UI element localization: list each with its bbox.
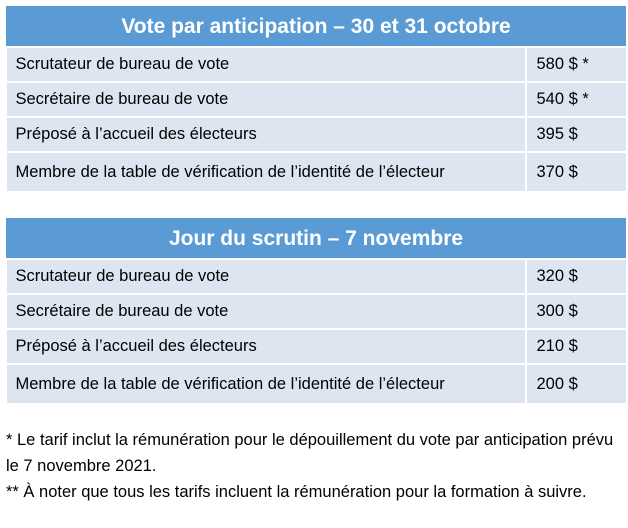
- advance-vote-title: Vote par anticipation – 30 et 31 octobre: [7, 7, 626, 48]
- table-header-row: [7, 219, 626, 260]
- table-row: [7, 47, 626, 82]
- amount-cell: 210 $: [526, 329, 626, 364]
- table-row: [7, 82, 626, 117]
- footnote-advance-counting: * Le tarif inclut la rémunération pour le dépouillement du vote par anticipation prévu le 7 novembre 2021.: [6, 431, 614, 475]
- amount-cell: 580 $ *: [526, 47, 626, 82]
- table-row: [7, 294, 626, 329]
- role-cell: Scrutateur de bureau de vote: [7, 259, 526, 294]
- amount-cell: 300 $: [526, 294, 626, 329]
- amount-cell: 320 $: [526, 259, 626, 294]
- footnotes: [6, 427, 621, 505]
- amount-cell: 200 $: [526, 364, 626, 404]
- election-day-rates-table: [6, 218, 626, 405]
- role-cell: Scrutateur de bureau de vote: [7, 47, 526, 82]
- role-cell: Secrétaire de bureau de vote: [7, 82, 526, 117]
- role-cell: Membre de la table de vérification de l’identité de l’électeur: [7, 364, 526, 404]
- table-header-row: [7, 7, 626, 48]
- advance-vote-rates-table: [6, 6, 626, 193]
- table-row: [7, 329, 626, 364]
- table-row: [7, 364, 626, 404]
- amount-cell: 540 $ *: [526, 82, 626, 117]
- table-row: [7, 259, 626, 294]
- footnote-training: ** À noter que tous les tarifs incluent la rémunération pour la formation à suivre.: [6, 483, 587, 501]
- table-row: [7, 117, 626, 152]
- role-cell: Préposé à l’accueil des électeurs: [7, 117, 526, 152]
- role-cell: Préposé à l’accueil des électeurs: [7, 329, 526, 364]
- amount-cell: 370 $: [526, 152, 626, 192]
- table-row: [7, 152, 626, 192]
- election-day-title: Jour du scrutin – 7 novembre: [7, 219, 626, 260]
- role-cell: Secrétaire de bureau de vote: [7, 294, 526, 329]
- amount-cell: 395 $: [526, 117, 626, 152]
- role-cell: Membre de la table de vérification de l’identité de l’électeur: [7, 152, 526, 192]
